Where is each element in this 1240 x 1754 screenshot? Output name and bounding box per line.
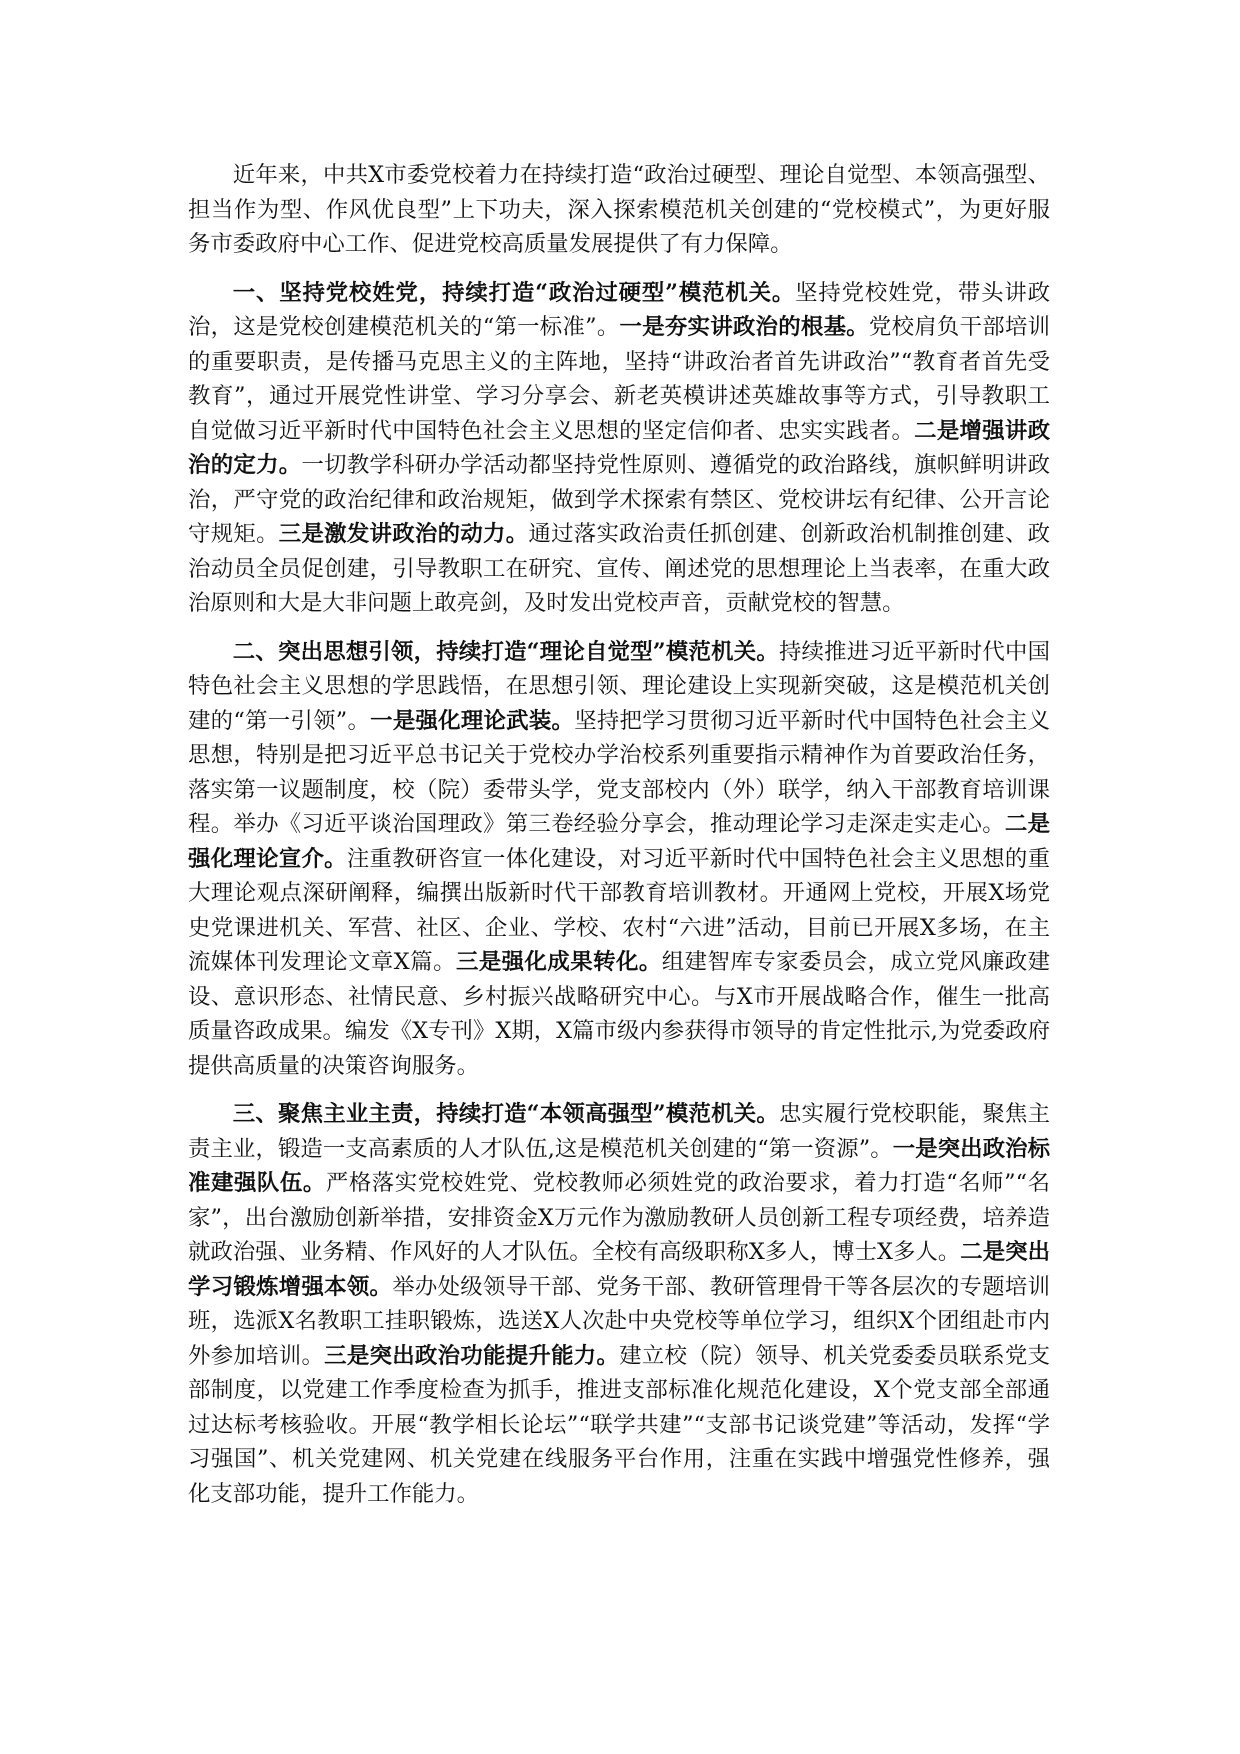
section-2-heading: 二、突出思想引领，持续打造“理论自觉型”模范机关。 [232, 638, 779, 665]
section-1-heading: 一、坚持党校姓党，持续打造“政治过硬型”模范机关。 [232, 279, 796, 306]
section-3-heading: 三、聚焦主业主责，持续打造“本领高强型”模范机关。 [232, 1101, 779, 1127]
section-1-lead: 坚持党校姓党，带头讲政治，这是党校创建模范机关的“第一标准”。 [188, 279, 1051, 340]
paragraph-section-1 [188, 276, 1050, 621]
section-2-point-3-text: 组建智库专家委员会，成立党风廉政建设、意识形态、社情民意、乡村振兴战略研究中心。与X市开展战略合作，催生一批高质量咨政成果。编发《X专刊》X期，X篇市级内参获得市领导的肯定性批示,为党委政府提供高质量的决策咨询服务。 [188, 949, 1050, 1079]
section-1-point-1-heading: 一是夯实讲政治的根基。 [619, 314, 869, 340]
document-body [188, 158, 1050, 1525]
section-3-point-2-heading: 二是突出学习锻炼增强本领。 [188, 1239, 1050, 1300]
section-1-point-2-heading: 二是增强讲政治的定力。 [188, 417, 1051, 478]
section-2-point-2-heading: 二是强化理论宣介。 [188, 811, 1051, 872]
intro-text: 近年来，中共X市委党校着力在持续打造“政治过硬型、理论自觉型、本领高强型、担当作为型、作风优良型”上下功夫，深入探索模范机关创建的“党校模式”，为更好服务市委政府中心工作、促进党校高质量发展提供了有力保障。 [188, 162, 1050, 257]
section-3-point-3-heading: 三是突出政治功能提升能力。 [324, 1342, 620, 1369]
paragraph-intro [188, 158, 1050, 262]
section-1-point-1-text: 党校肩负干部培训的重要职责，是传播马克思主义的主阵地，坚持“讲政治者首先讲政治”“教育者首先受教育”，通过开展党性讲堂、学习分享会、新老英模讲述英雄故事等方式，引导教职工自觉做习近平新时代中国特色社会主义思想的坚定信仰者、忠实实践者。 [188, 314, 1051, 444]
section-1-point-3-text: 通过落实政治责任抓创建、创新政治机制推创建、政治动员全员促创建，引导教职工在研究、宣传、阐述党的思想理论上当表率，在重大政治原则和大是大非问题上敢亮剑，及时发出党校声音，贡献党校的智慧。 [188, 521, 1051, 616]
section-3-point-1-heading: 一是突出政治标准建强队伍。 [188, 1135, 1050, 1196]
paragraph-section-2 [188, 635, 1050, 1084]
section-1-point-2-text: 一切教学科研办学活动都坚持党性原则、遵循党的政治路线，旗帜鲜明讲政治，严守党的政治纪律和政治规矩，做到学术探索有禁区、党校讲坛有纪律、公开言论守规矩。 [188, 452, 1051, 547]
paragraph-section-3 [188, 1097, 1050, 1511]
section-2-point-2-text: 注重教研咨宣一体化建设，对习近平新时代中国特色社会主义思想的重大理论观点深研阐释，编撰出版新时代干部教育培训教材。开通网上党校，开展X场党史党课进机关、军营、社区、企业、学校、农村“六进”活动，目前已开展X多场，在主流媒体刊发理论文章X篇。 [188, 845, 1051, 975]
section-3-point-1-text: 严格落实党校姓党、党校教师必须姓党的政治要求，着力打造“名师”“名家”，出台激励创新举措，安排资金X万元作为激励教研人员创新工程专项经费，培养造就政治强、业务精、作风好的人才队伍。全校有高级职称X多人，博士X多人。 [188, 1170, 1051, 1265]
section-2-lead: 持续推进习近平新时代中国特色社会主义思想的学思践悟，在思想引领、理论建设上实现新突破，这是模范机关创建的“第一引领”。 [188, 638, 1050, 734]
section-2-point-1-text: 坚持把学习贯彻习近平新时代中国特色社会主义思想，特别是把习近平总书记关于党校办学治校系列重要指示精神作为首要政治任务，落实第一议题制度，校（院）委带头学，党支部校内（外）联学，纳入干部教育培训课程。举办《习近平谈治国理政》第三卷经验分享会，推动理论学习走深走实走心。 [188, 707, 1051, 837]
section-3-point-2-text: 举办处级领导干部、党务干部、教研管理骨干等各层次的专题培训班，选派X名教职工挂职锻炼，选送X人次赴中央党校等单位学习，组织X个团组赴市内外参加培训。 [188, 1273, 1051, 1369]
section-2-point-1-heading: 一是强化理论武装。 [370, 707, 575, 734]
section-3-point-3-text: 建立校（院）领导、机关党委委员联系党支部制度，以党建工作季度检查为抓手，推进支部标准化规范化建设，X个党支部全部通过达标考核验收。开展“教学相长论坛”“联学共建”“支部书记谈党建”等活动，发挥“学习强国”、机关党建网、机关党建在线服务平台作用，注重在实践中增强党性修养，强化支部功能，提升工作能力。 [188, 1342, 1051, 1507]
section-3-lead: 忠实履行党校职能，聚焦主责主业，锻造一支高素质的人才队伍,这是模范机关创建的“第一资源”。 [188, 1101, 1050, 1162]
section-1-point-3-heading: 三是激发讲政治的动力。 [278, 521, 529, 547]
section-2-point-3-heading: 三是强化成果转化。 [455, 949, 662, 975]
